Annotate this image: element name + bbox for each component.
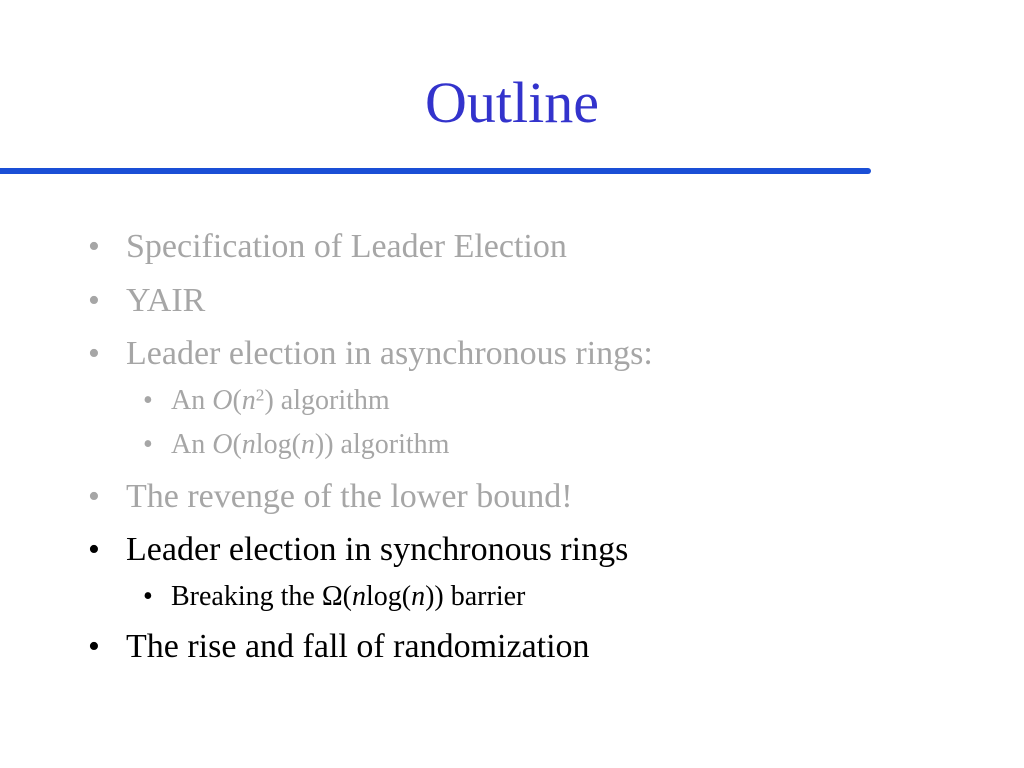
- outline-item-label: Leader election in synchronous rings: [126, 531, 629, 568]
- outline-subitem-label: Breaking the Ω(nlog(n)) barrier: [171, 581, 526, 612]
- outline-item-label: YAIR: [126, 282, 206, 319]
- outline-subitem-label: An O(nlog(n)) algorithm: [171, 429, 450, 460]
- outline-item-label: The rise and fall of randomization: [126, 628, 590, 665]
- bullet-icon: •: [143, 581, 153, 612]
- slide-title: Outline: [425, 70, 599, 135]
- bullet-icon: •: [88, 531, 100, 568]
- outline-item-label: The revenge of the lower bound!: [126, 478, 573, 515]
- bullet-icon: •: [143, 385, 153, 416]
- outline-item-label: Specification of Leader Election: [126, 228, 567, 265]
- bullet-icon: •: [88, 228, 100, 265]
- outline-item-label: Leader election in asynchronous rings:: [126, 335, 653, 372]
- bullet-icon: •: [88, 478, 100, 515]
- outline-subitem-label: An $O(n^2)$ algorithm: [171, 385, 390, 416]
- bullet-icon: •: [88, 628, 100, 665]
- bullet-icon: •: [88, 335, 100, 372]
- bullet-icon: •: [143, 429, 153, 460]
- bullet-icon: •: [88, 282, 100, 319]
